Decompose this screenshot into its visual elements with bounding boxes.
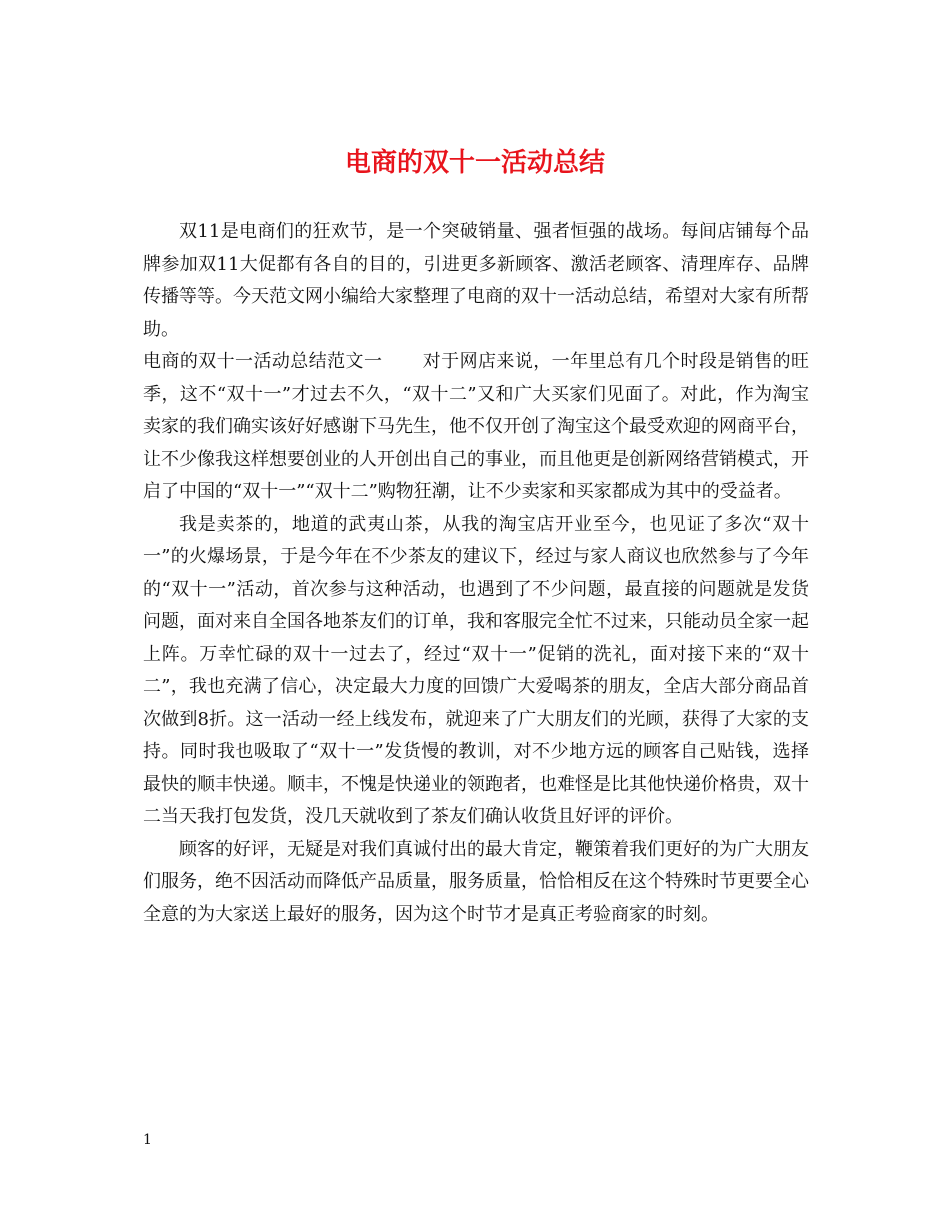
page-number: 1 (143, 1132, 152, 1148)
section-body: 对于网店来说，一年里总有几个时段是销售的旺季，这不“双十一”才过去不久，“双十二”又和广大买家们见面了。对此，作为淘宝卖家的我们确实该好好感谢下马先生，他不仅开创了淘宝这个最受欢迎的网商平台，让不少像我这样想要创业的人开创出自己的事业，而且他更是创新网络营销模式，开启了中国的“双十一”“双十二”购物狂潮，让不少卖家和买家都成为其中的受益者。 (143, 351, 810, 502)
paragraph-customer-reviews: 顾客的好评，无疑是对我们真诚付出的最大肯定，鞭策着我们更好的为广大朋友们服务，绝不因活动而降低产品质量，服务质量，恰恰相反在这个特殊时节更要全心全意的为大家送上最好的服务，因为这个时节才是真正考验商家的时刻。 (143, 838, 809, 925)
paragraph-intro: 双11是电商们的狂欢节，是一个突破销量、强者恒强的战场。每间店铺每个品牌参加双11大促都有各自的目的，引进更多新顾客、激活老顾客、清理库存、品牌传播等等。今天范文网小编给大家整理了电商的双十一活动总结，希望对大家有所帮助。 (143, 221, 809, 340)
document-title: 电商的双十一活动总结 (344, 148, 605, 178)
section-label: 电商的双十一活动总结范文一 (143, 351, 383, 372)
paragraph-section-one (143, 346, 809, 509)
document-body (143, 216, 809, 931)
paragraph-tea-shop: 我是卖茶的，地道的武夷山茶，从我的淘宝店开业至今，也见证了多次“双十一”的火爆场景，于是今年在不少茶友的建议下，经过与家人商议也欣然参与了今年的“双十一”活动，首次参与这种活动，也遇到了不少问题，最直接的问题就是发货问题，面对来自全国各地茶友们的订单，我和客服完全忙不过来，只能动员全家一起上阵。万幸忙碌的双十一过去了，经过“双十一”促销的洗礼，面对接下来的“双十二”，我也充满了信心，决定最大力度的回馈广大爱喝茶的朋友，全店大部分商品首次做到8折。这一活动一经上线发布，就迎来了广大朋友们的光顾，获得了大家的支持。同时我也吸取了“双十一”发货慢的教训，对不少地方远的顾客自己贴钱，选择最快的顺丰快递。顺丰，不愧是快递业的领跑者，也难怪是比其他快递价格贵，双十二当天我打包发货，没几天就收到了茶友们确认收货且好评的评价。 (143, 513, 809, 827)
